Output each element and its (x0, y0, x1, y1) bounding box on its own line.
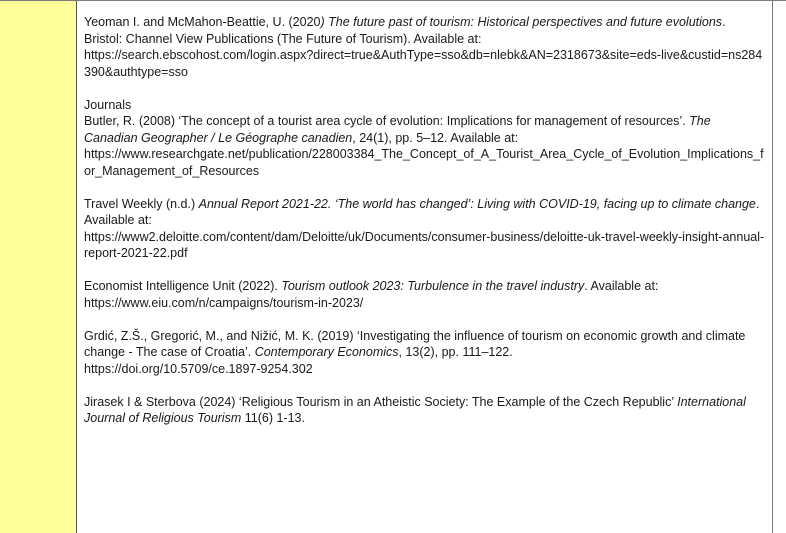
ref-journal: The Canadian Geographer / Le Géographe canadien (84, 114, 711, 145)
reference-yeoman (84, 14, 767, 80)
journals-heading: Journals (84, 97, 132, 112)
ref-authors: Butler, R. (2008) ‘The concept of a tourist area cycle of evolution: Implications for management of resources’. (84, 114, 690, 128)
table-right-border (772, 1, 773, 533)
ref-title: Annual Report 2021-22. ‘The world has changed’: Living with COVID-19, facing up to climate change (198, 196, 756, 211)
ref-doi[interactable]: https://doi.org/10.5709/ce.1897-9254.302 (84, 361, 313, 376)
ref-url[interactable]: https://search.ebscohost.com/login.aspx?direct=true&AuthType=sso&db=nlebk&AN=2318673&site=eds-live&custid=ns284390&authtype=sso (84, 48, 763, 79)
ref-details: . Available at: https://www.eiu.com/n/campaigns/tourism-in-2023/ (84, 279, 659, 310)
ref-details: 11(6) 1-13. (241, 411, 305, 425)
ref-authors: Travel Weekly (n.d.) (84, 196, 199, 211)
reference-travel-weekly (84, 196, 767, 262)
ref-details: . Available at: (84, 196, 760, 227)
reference-list (84, 14, 767, 443)
reference-butler (84, 113, 767, 179)
ref-url[interactable]: https://www2.deloitte.com/content/dam/Deloitte/uk/Documents/consumer-business/deloitte-uk-travel-weekly-insight-annual-report-2021-22.pdf (84, 229, 765, 260)
ref-journal: Contemporary Economics (254, 345, 399, 359)
ref-details: , 13(2), pp. 111–122. (398, 345, 513, 359)
ref-url[interactable]: https://www.researchgate.net/publication/228003384_The_Concept_of_A_Tourist_Area_Cycle_of_Evolution_Implications_for_Management_of_Resources (84, 147, 764, 178)
ref-authors: Yeoman I. and McMahon-Beattie, U. (2020 (84, 15, 321, 29)
reference-jirasek (84, 394, 767, 427)
highlighted-left-column (0, 1, 77, 533)
ref-authors: Economist Intelligence Unit (2022). (84, 279, 282, 293)
ref-title: ) The future past of tourism: Historical perspectives and future evolutions (320, 15, 723, 29)
ref-details: , 24(1), pp. 5–12. Available at: (352, 130, 519, 145)
reference-eiu (84, 278, 767, 311)
ref-authors: Grdić, Z.Š., Gregorić, M., and Nižić, M. K. (2019) ‘Investigating the influence of tourism on economic growth and climate change - The case of Croatia’. (84, 328, 746, 359)
ref-journal: International Journal of Religious Tourism (84, 394, 746, 425)
ref-title: Tourism outlook 2023: Turbulence in the travel industry (281, 279, 585, 293)
reference-grdic (84, 328, 767, 378)
table-top-border (0, 0, 786, 1)
ref-publisher: . Bristol: Channel View Publications (The Future of Tourism). Available at: (84, 15, 726, 46)
ref-authors: Jirasek I & Sterbova (2024) ‘Religious Tourism in an Atheistic Society: The Example of the Czech Republic’ (84, 394, 678, 409)
